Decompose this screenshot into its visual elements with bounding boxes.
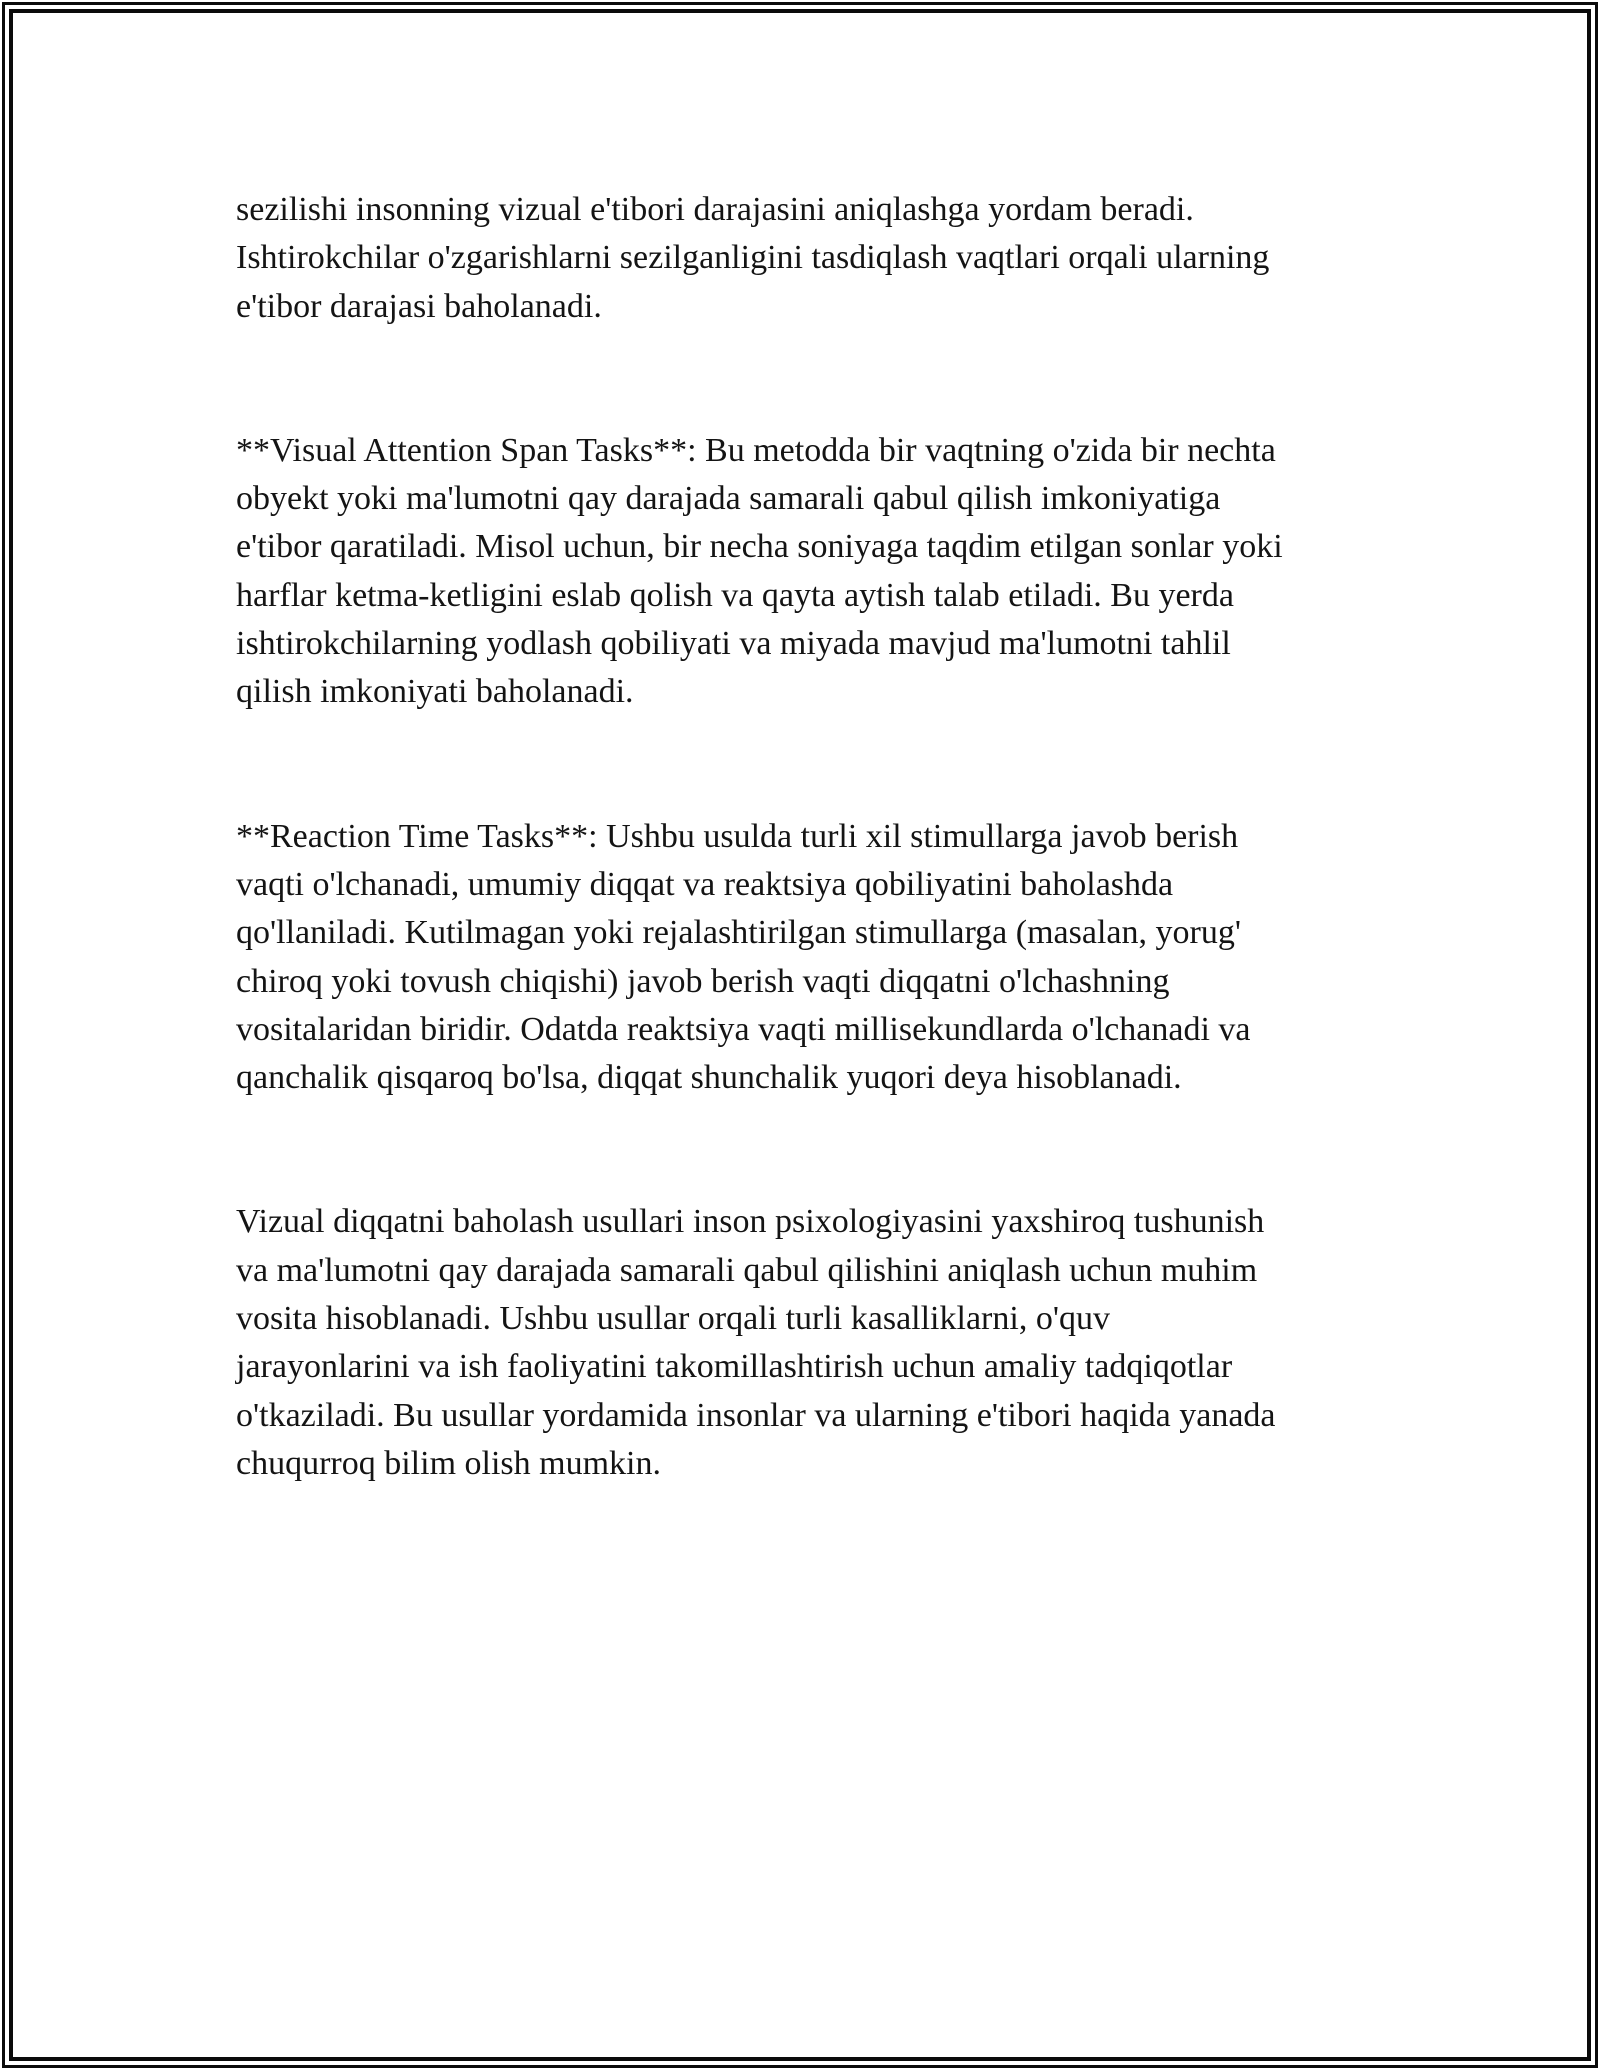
text-line: **Visual Attention Span Tasks**: Bu metodda bir vaqtning o'zida bir nechta	[236, 431, 1276, 469]
text-line: qo'llaniladi. Kutilmagan yoki rejalashtirilgan stimullarga (masalan, yorug'	[236, 914, 1241, 952]
text-line: qilish imkoniyati baholanadi.	[236, 673, 634, 711]
paragraph-3	[236, 813, 1406, 1103]
document-content	[236, 186, 1406, 1488]
text-line: qanchalik qisqaroq bo'lsa, diqqat shunchalik yuqori deya hisoblanadi.	[236, 1059, 1182, 1097]
text-line: Vizual diqqatni baholash usullari inson psixologiyasini yaxshiroq tushunish	[236, 1203, 1265, 1241]
text-line: sezilishi insonning vizual e'tibori darajasini aniqlashga yordam beradi.	[236, 191, 1194, 228]
text-line: vositalaridan biridir. Odatda reaktsiya vaqti millisekundlarda o'lchanadi va	[236, 1010, 1251, 1048]
text-line: ishtirokchilarning yodlash qobiliyati va miyada mavjud ma'lumotni tahlil	[236, 625, 1231, 663]
text-line: o'tkaziladi. Bu usullar yordamida insonlar va ularning e'tibori haqida yanada	[236, 1396, 1276, 1434]
text-line: e'tibor darajasi baholanadi.	[236, 287, 602, 325]
text-line: **Reaction Time Tasks**: Ushbu usulda turli xil stimullarga javob berish	[236, 817, 1239, 855]
text-line: chiroq yoki tovush chiqishi) javob berish vaqti diqqatni o'lchashning	[236, 962, 1170, 1000]
text-line: va ma'lumotni qay darajada samarali qabul qilishini aniqlash uchun muhim	[236, 1251, 1258, 1289]
text-line: vosita hisoblanadi. Ushbu usullar orqali turli kasalliklarni, o'quv	[236, 1300, 1110, 1338]
paragraph-2	[236, 427, 1406, 717]
text-line: harflar ketma-ketligini eslab qolish va qayta aytish talab etiladi. Bu yerda	[236, 576, 1234, 614]
paragraph-4	[236, 1198, 1406, 1488]
text-line: vaqti o'lchanadi, umumiy diqqat va reaktsiya qobiliyatini baholashda	[236, 865, 1174, 903]
paragraph-1	[236, 186, 1406, 331]
text-line: e'tibor qaratiladi. Misol uchun, bir necha soniyaga taqdim etilgan sonlar yoki	[236, 528, 1283, 566]
text-line: Ishtirokchilar o'zgarishlarni sezilganligini tasdiqlash vaqtlari orqali ularning	[236, 239, 1270, 277]
text-line: obyekt yoki ma'lumotni qay darajada samarali qabul qilish imkoniyatiga	[236, 480, 1221, 518]
text-line: jarayonlarini va ish faoliyatini takomillashtirish uchun amaliy tadqiqotlar	[236, 1348, 1233, 1386]
text-line: chuqurroq bilim olish mumkin.	[236, 1444, 661, 1482]
